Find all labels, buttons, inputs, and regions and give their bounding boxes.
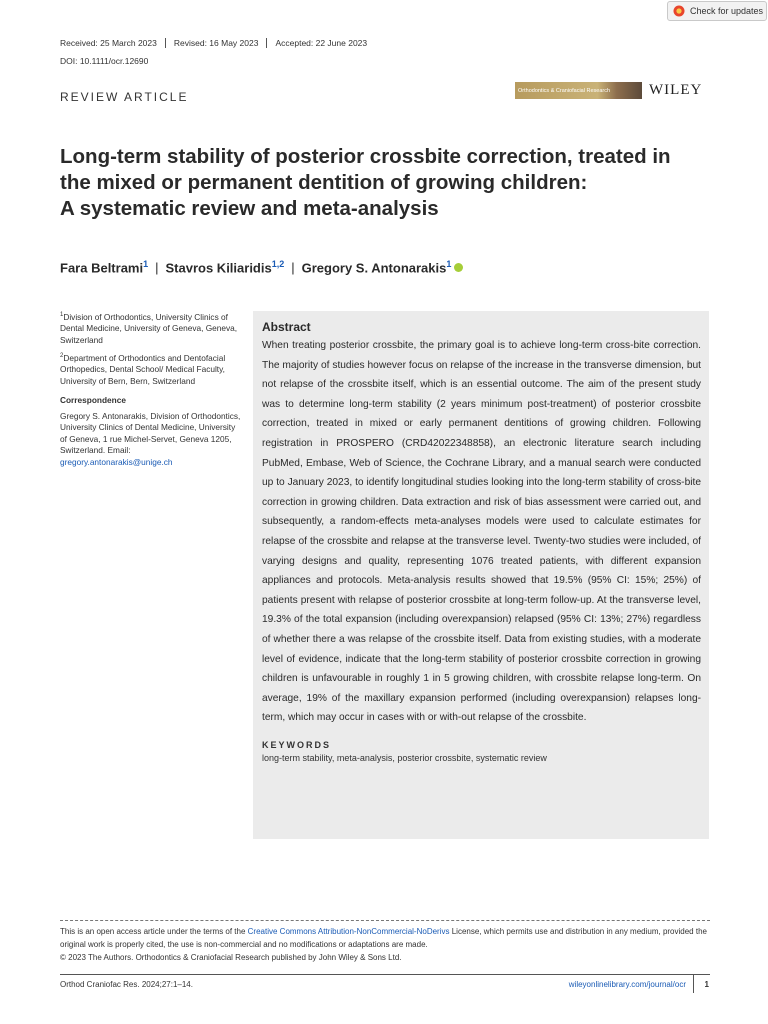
email-link[interactable]: gregory.antonarakis@unige.ch [60, 457, 173, 468]
page-footer [60, 974, 710, 998]
author-separator: | [291, 260, 295, 276]
journal-logo-text: Orthodontics & Craniofacial Research [518, 87, 611, 94]
correspondence-heading: Correspondence [60, 395, 126, 406]
email-label: Email: [107, 445, 131, 456]
author-list [60, 259, 463, 275]
affiliation-text: Division of Orthodontics, University Clinics of Dental Medicine, University of Geneva, Geneva, Switzerland [60, 311, 238, 345]
affiliation [60, 310, 242, 347]
article-type: REVIEW ARTICLE [60, 90, 189, 104]
abstract-heading: Abstract [262, 320, 311, 334]
abstract-text: When treating posterior crossbite, the primary goal is to achieve long-term cross-bite correction. The majority of studies however focus on relapse of the increase in the transverse dimension, but not relapse of the crossbite itself, which is an essential outcome. The aim of the present study was to determine long-term stability (2 years minimum post-treatment) of posterior crossbite correction, treated in mixed or early permanent dentitions of growing children. Following registration in PROSPERO (CRD42022348858), an electronic literature search including PubMed, Embase, Web of Science, the Cochrane Library, and a manual search were conducted up to January 2023, to identify longitudinal studies looking into the long-term stability of cross-bite correction in growing children. Data extraction and risk of bias assessment were carried out, and subsequently, a random-effects meta-analyses models were used to calculate estimates for relapse of the crossbite and relapse at the transverse level. Twenty-two studies were included, of varying designs and quality, representing 1076 treated patients, with different expansion appliances and protocols. Meta-analysis results showed that 19.5% (95% CI: 15%; 25%) of patients present with relapse of posterior crossbite at long-term follow-up. At the transverse level, 19.3% of the total expansion (including overexpansion) relapsed (95% CI: 13%; 27%) regardless of whether there a was relapse of the crossbite itself. Data from existing studies, with a moderate level of evidence, indicate that the long-term stability of posterior crossbite correction in growing children is unfavourable in roughly 1 in 5 growing children, with crossbite relapse long-term. On average, 19% of the maxillary expansion performed (including overexpansion) relapses long-term, which may occur in cases with or with-out relapse of the crossbite. [262, 340, 701, 724]
license-text-post: License, which permits use and distribution in any medium, provided the original work is properly cited, the use is non-commercial and no modifications or adaptations are made. [60, 927, 707, 949]
orcid-icon[interactable] [454, 263, 463, 272]
journal-url[interactable]: wileyonlinelibrary.com/journal/ocr [568, 980, 686, 989]
journal-citation: Orthod Craniofac Res. 2024;27:1–14. [60, 980, 193, 989]
check-for-updates-label: Check for updates [690, 6, 764, 16]
affiliation-number: 2 [60, 352, 64, 359]
article-dates [60, 38, 375, 48]
author-name[interactable]: Stavros Kiliaridis [165, 260, 272, 276]
affiliation-text: Department of Orthodontics and Dentofacial Orthopedics, Dental School/ Medical Faculty, University of Bern, Bern, Switzerland [60, 352, 226, 386]
author-name[interactable]: Gregory S. Antonarakis [301, 260, 447, 276]
title-line-2: the mixed or permanent dentition of growing children: [60, 171, 588, 194]
author-name[interactable]: Fara Beltrami [60, 260, 144, 276]
footer-divider [693, 975, 694, 993]
page-number: 1 [704, 980, 709, 989]
correspondence-details [60, 411, 242, 469]
affiliation-number: 1 [60, 312, 64, 318]
accepted-date: Accepted: 22 June 2023 [266, 38, 375, 48]
affiliation [60, 351, 242, 388]
correspondence-text: Gregory S. Antonarakis, Division of Orthodontics, University Clinics of Dental Medicine, University of Geneva, 1 rue Michel-Servet, Geneva 1205, Switzerland. [60, 410, 241, 456]
title-line-3: A systematic review and meta-analysis [60, 197, 439, 220]
copyright-notice: © 2023 The Authors. Orthodontics & Craniofacial Research published by John Wiley & Sons Ltd. [60, 953, 402, 962]
license-notice [60, 920, 710, 964]
keywords-heading: KEYWORDS [262, 739, 332, 750]
author-separator: | [155, 260, 159, 276]
journal-logo [515, 82, 642, 99]
license-link[interactable]: Creative Commons Attribution-NonCommercial-NoDerivs [247, 927, 450, 936]
check-for-updates-badge[interactable] [667, 1, 767, 21]
updates-icon [673, 5, 685, 17]
publisher-logo: WILEY [649, 82, 703, 98]
author-affiliation-ref[interactable]: 1 [143, 259, 149, 269]
revised-date: Revised: 16 May 2023 [165, 38, 267, 48]
license-text-pre: This is an open access article under the terms of the [60, 927, 248, 936]
title-line-1: Long-term stability of posterior crossbite correction, treated in [60, 145, 671, 168]
doi[interactable]: DOI: 10.1111/ocr.12690 [60, 56, 149, 66]
article-title [60, 144, 720, 222]
abstract-box [253, 311, 709, 839]
author-affiliation-ref[interactable]: 1 [446, 259, 452, 269]
affiliations-sidebar [60, 310, 242, 473]
author-affiliation-ref[interactable]: 1,2 [271, 259, 285, 269]
received-date: Received: 25 March 2023 [60, 38, 157, 48]
keywords-text: long-term stability, meta-analysis, posterior crossbite, systematic review [262, 752, 547, 763]
